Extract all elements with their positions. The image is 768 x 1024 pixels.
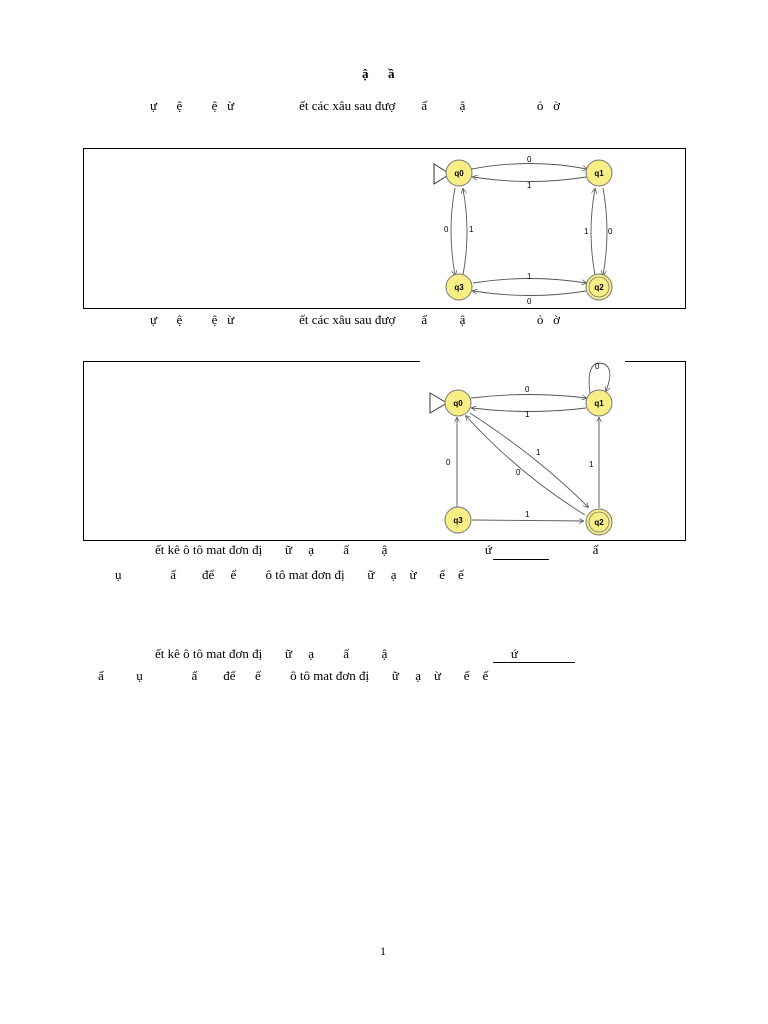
edge-label: 1 — [525, 410, 530, 419]
state-q3 — [446, 274, 472, 300]
edge-q2-q1 — [591, 189, 595, 275]
edge-label: 1 — [584, 227, 589, 236]
state-label: q1 — [594, 399, 604, 408]
edge-label: 0 — [595, 362, 600, 371]
edge-q2-q0 — [466, 416, 585, 515]
edge-q0-q1 — [471, 395, 586, 399]
state-q3 — [445, 507, 471, 533]
state-label: q2 — [594, 518, 604, 527]
state-q2-accepting — [586, 274, 612, 300]
section-heading: ậ ầ — [362, 66, 395, 81]
exercise-2-statement: ự ệ ệ ừ ết các xâu sau đượ ấ ậ ỏ ờ — [150, 312, 561, 327]
state-q1 — [586, 390, 612, 416]
edge-q0-q1 — [472, 164, 587, 170]
exercise-4-statement-line-2: ấ ụ ấ để ể ô tô mat đơn đị ữ ạ ừ ế ế — [98, 668, 489, 683]
state-label: q3 — [453, 516, 463, 525]
exercise-3-statement-line-2: ụ ấ để ể ô tô mat đơn đị ữ ạ ừ ế ế — [115, 567, 464, 582]
edge-q0-q2 — [470, 413, 588, 507]
exercise-3-statement-line-1: ết kê ô tô mat đơn đị ữ ạ ấ ậ ứ ấ — [155, 542, 599, 557]
edge-label: 0 — [525, 385, 530, 394]
edge-label: 0 — [608, 227, 613, 236]
edge-label: 1 — [469, 225, 474, 234]
state-label: q0 — [454, 169, 464, 178]
state-label: q3 — [454, 283, 464, 292]
state-q1 — [586, 160, 612, 186]
state-q0 — [446, 160, 472, 186]
exercise-2-automaton-diagram — [420, 357, 625, 539]
exercise-4-overline — [493, 662, 575, 663]
edge-q3-q2 — [472, 520, 583, 521]
edge-label: 0 — [516, 468, 521, 477]
edge-label: 1 — [527, 272, 532, 281]
state-label: q2 — [594, 283, 604, 292]
edge-q2-q3 — [473, 291, 586, 296]
edge-label: 1 — [589, 460, 594, 469]
edge-label: 1 — [527, 181, 532, 190]
edge-label: 0 — [444, 225, 449, 234]
start-arrow-icon — [430, 393, 447, 413]
exercise-1-statement: ự ệ ệ ừ ết các xâu sau đượ ấ ậ ỏ ờ — [150, 98, 561, 113]
edge-label: 0 — [527, 297, 532, 306]
exercise-4-statement-line-1: ết kê ô tô mat đơn đị ữ ạ ấ ậ ứ — [155, 646, 518, 661]
exercise-1-automaton-diagram — [420, 152, 625, 307]
edge-label: 0 — [527, 155, 532, 164]
exercise-3-overline — [493, 559, 549, 560]
page-number: 1 — [380, 944, 386, 958]
edge-q0-q3 — [451, 188, 455, 275]
state-q0 — [445, 390, 471, 416]
edge-label: 1 — [536, 448, 541, 457]
edge-q3-q0 — [463, 189, 467, 275]
state-label: q1 — [594, 169, 604, 178]
state-q2-accepting — [586, 509, 612, 535]
edge-q1-q2 — [603, 188, 607, 275]
edge-label: 1 — [525, 510, 530, 519]
state-label: q0 — [453, 399, 463, 408]
edge-q1-self — [589, 363, 610, 393]
edge-label: 0 — [446, 458, 451, 467]
